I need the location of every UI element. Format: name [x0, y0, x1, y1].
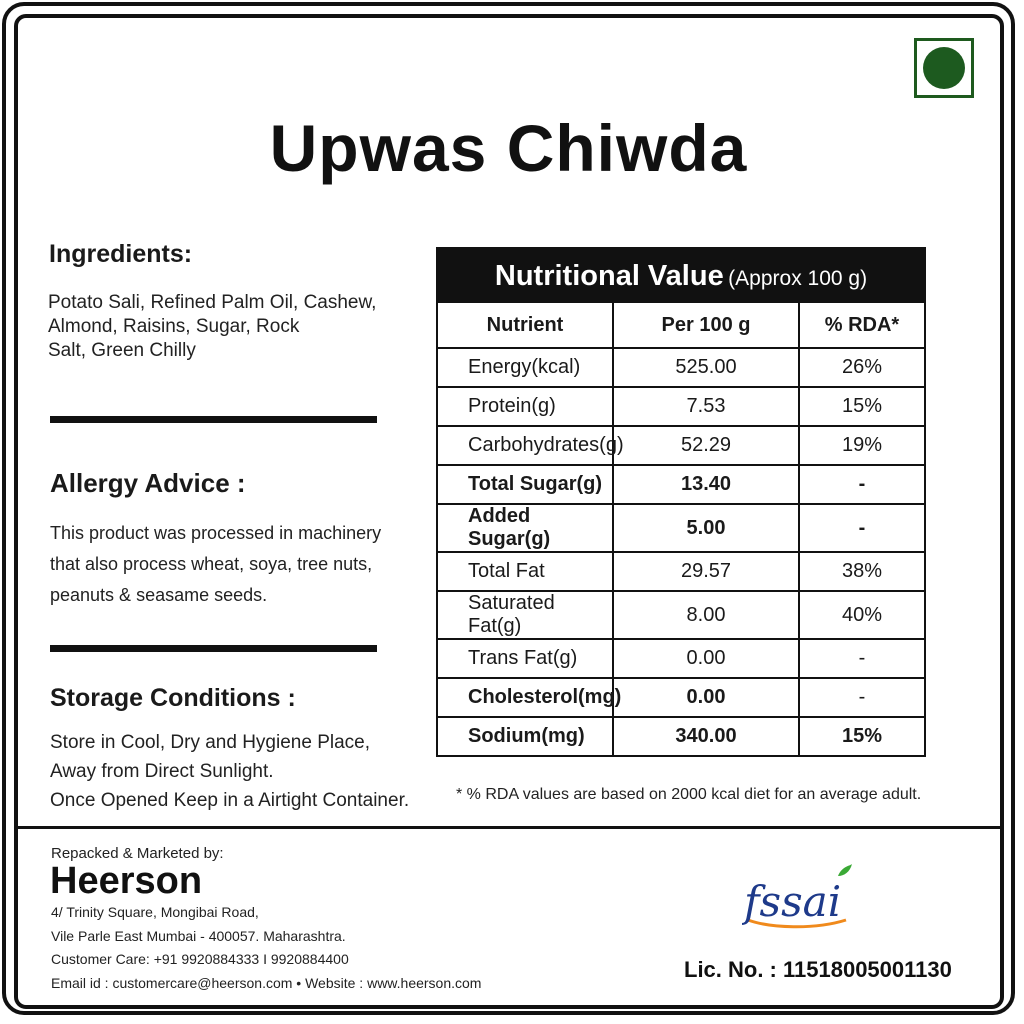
allergy-line: that also process wheat, soya, tree nuts,	[50, 554, 373, 574]
nutrient-per100: 0.00	[613, 678, 799, 717]
nutrient-name: Trans Fat(g)	[438, 639, 613, 678]
nutrition-column-headers	[438, 303, 924, 348]
nutrition-subtitle: (Approx 100 g)	[728, 267, 868, 290]
nutrient-name: Added Sugar(g)	[438, 504, 613, 552]
nutrition-title: Nutritional Value	[494, 260, 724, 292]
nutrition-table	[436, 247, 926, 757]
table-row	[438, 465, 924, 504]
nutrient-per100: 340.00	[613, 717, 799, 755]
nutrient-name: Total Fat	[438, 552, 613, 591]
fssai-logo-icon	[742, 862, 854, 932]
nutrient-name: Energy(kcal)	[438, 348, 613, 387]
table-row	[438, 348, 924, 387]
nutrient-name: Carbohydrates(g)	[438, 426, 613, 465]
nutrient-rda: -	[799, 465, 924, 504]
contact-info: Email id : customercare@heerson.com • Website : www.heerson.com	[51, 975, 482, 991]
nutrient-rda: 38%	[799, 552, 924, 591]
column-header-nutrient: Nutrient	[438, 303, 613, 348]
address-line-1: 4/ Trinity Square, Mongibai Road,	[51, 904, 259, 920]
brand-name: Heerson	[50, 860, 203, 902]
nutrient-name: Protein(g)	[438, 387, 613, 426]
nutrient-name: Sodium(mg)	[438, 717, 613, 755]
table-row	[438, 678, 924, 717]
nutrient-per100: 7.53	[613, 387, 799, 426]
column-header-rda: % RDA*	[799, 303, 924, 348]
license-number: Lic. No. : 11518005001130	[684, 957, 952, 982]
section-divider	[50, 645, 377, 652]
nutrient-per100: 5.00	[613, 504, 799, 552]
storage-text	[50, 728, 409, 815]
nutrition-grid	[438, 303, 924, 755]
ingredients-line: Salt, Green Chilly	[48, 340, 196, 361]
nutrient-per100: 525.00	[613, 348, 799, 387]
nutrient-per100: 0.00	[613, 639, 799, 678]
table-row	[438, 387, 924, 426]
storage-line: Away from Direct Sunlight.	[50, 761, 274, 782]
nutrient-rda: 15%	[799, 717, 924, 755]
nutrient-rda: -	[799, 504, 924, 552]
fssai-leaf	[838, 864, 852, 876]
nutrient-rda: 19%	[799, 426, 924, 465]
nutrient-per100: 52.29	[613, 426, 799, 465]
column-header-per100: Per 100 g	[613, 303, 799, 348]
section-divider	[50, 416, 377, 423]
veg-dot	[923, 47, 965, 89]
nutrient-rda: 15%	[799, 387, 924, 426]
nutrient-name: Cholesterol(mg)	[438, 678, 613, 717]
ingredients-heading: Ingredients:	[49, 240, 193, 268]
storage-line: Store in Cool, Dry and Hygiene Place,	[50, 732, 370, 753]
allergy-text	[50, 518, 381, 611]
nutrient-rda: -	[799, 678, 924, 717]
product-title: Upwas Chiwda	[269, 111, 748, 185]
nutrient-per100: 8.00	[613, 591, 799, 639]
table-row	[438, 426, 924, 465]
table-row	[438, 591, 924, 639]
rda-footnote: * % RDA values are based on 2000 kcal diet for an average adult.	[456, 786, 922, 803]
nutrient-rda: 26%	[799, 348, 924, 387]
nutrient-per100: 13.40	[613, 465, 799, 504]
nutrient-per100: 29.57	[613, 552, 799, 591]
allergy-line: peanuts & seasame seeds.	[50, 585, 268, 605]
fssai-logo-text: fssai	[744, 877, 842, 926]
nutrient-name: Saturated Fat(g)	[438, 591, 613, 639]
footer-divider	[18, 826, 1004, 829]
storage-line: Once Opened Keep in a Airtight Container.	[50, 790, 410, 811]
table-row	[438, 552, 924, 591]
table-row	[438, 504, 924, 552]
nutrient-rda: -	[799, 639, 924, 678]
storage-heading: Storage Conditions :	[50, 684, 296, 712]
table-row	[438, 639, 924, 678]
nutrition-table-header	[438, 249, 924, 303]
customer-care: Customer Care: +91 9920884333 I 9920884400	[51, 951, 349, 967]
ingredients-line: Almond, Raisins, Sugar, Rock	[48, 316, 300, 337]
nutrient-rda: 40%	[799, 591, 924, 639]
ingredients-text	[48, 291, 376, 363]
veg-symbol-icon	[914, 38, 974, 98]
table-row	[438, 717, 924, 755]
nutrient-name: Total Sugar(g)	[438, 465, 613, 504]
address-line-2: Vile Parle East Mumbai - 400057. Maharashtra.	[51, 928, 346, 944]
ingredients-line: Potato Sali, Refined Palm Oil, Cashew,	[48, 292, 377, 313]
allergy-heading: Allergy Advice :	[50, 468, 246, 498]
repacked-label: Repacked & Marketed by:	[51, 845, 224, 862]
allergy-line: This product was processed in machinery	[50, 523, 382, 543]
